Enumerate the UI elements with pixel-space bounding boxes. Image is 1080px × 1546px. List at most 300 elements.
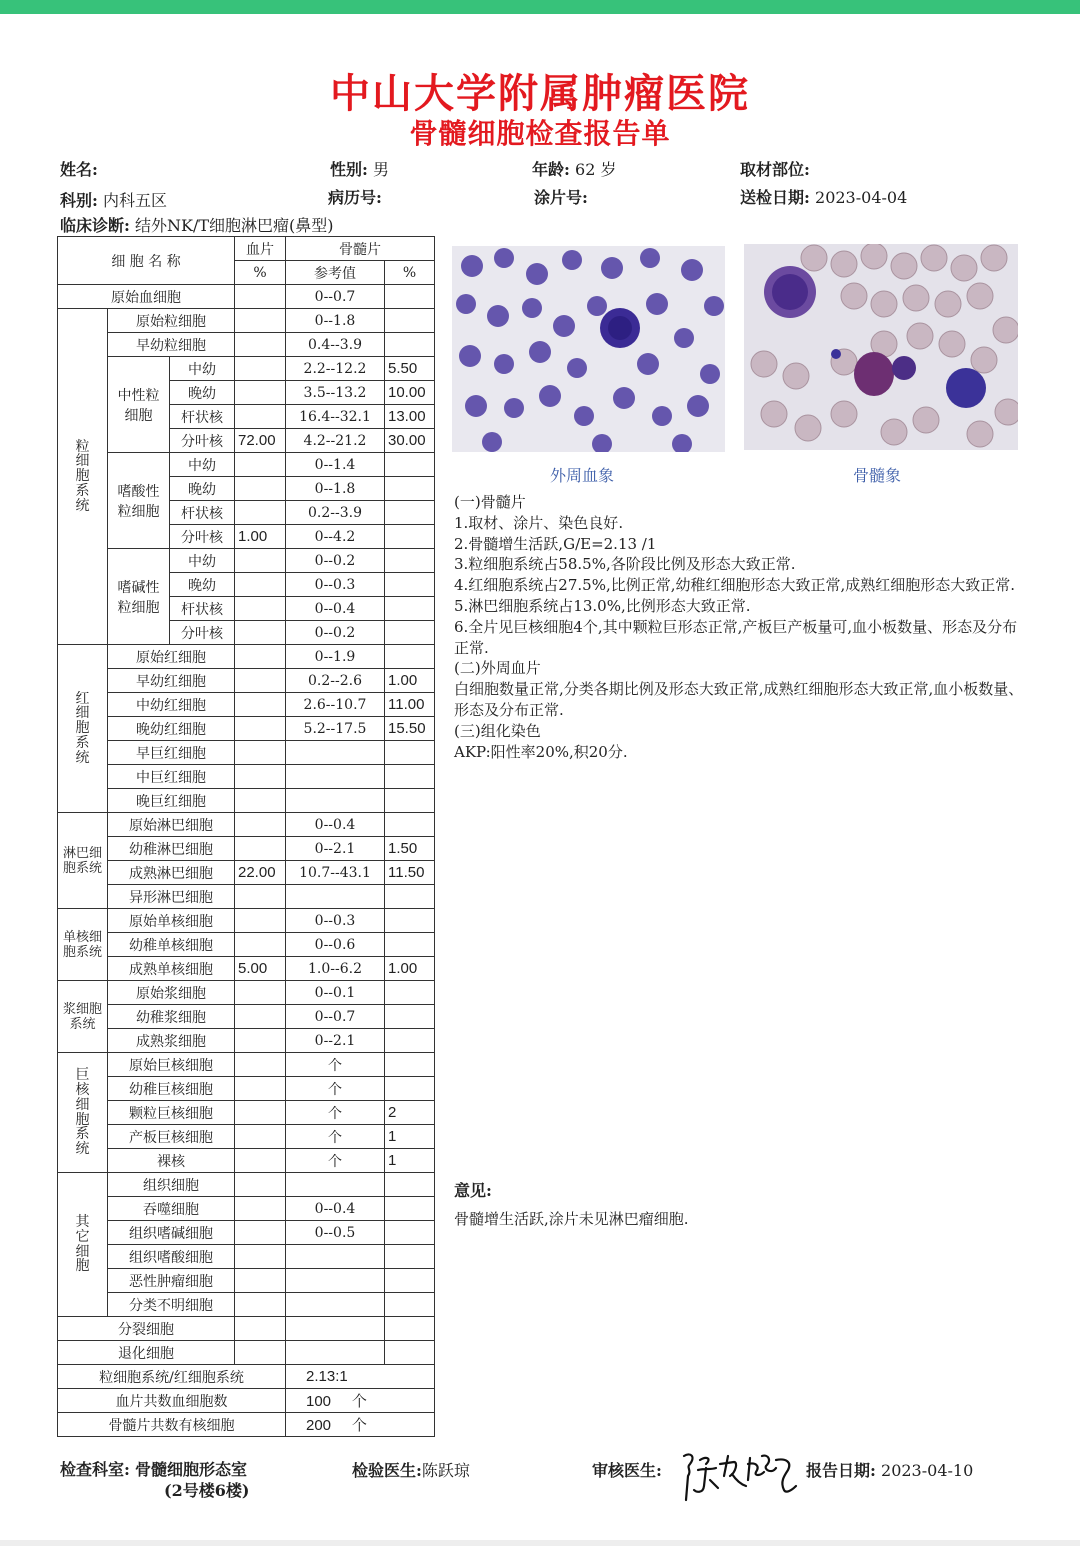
cell-name: 晚幼: [170, 477, 235, 501]
age-label: 年龄:: [532, 160, 570, 179]
ref-value: [286, 885, 385, 909]
top-green-bar: [0, 0, 1080, 14]
subgroup-neutrophil: 中性粒细胞: [108, 357, 170, 453]
ref-value: 0--0.4: [286, 597, 385, 621]
ref-value: 3.5--13.2: [286, 381, 385, 405]
cell-name: 成熟淋巴细胞: [108, 861, 235, 885]
cell-name: 异形淋巴细胞: [108, 885, 235, 909]
marrow-value: 13.00: [385, 405, 435, 429]
blood-value: 72.00: [235, 429, 286, 453]
header-blood: 血片: [235, 237, 286, 261]
cell-name: 组织细胞: [108, 1173, 235, 1197]
footer-report-date: [806, 1458, 973, 1481]
blood-value: [235, 1125, 286, 1149]
cell-name: 早幼粒细胞: [108, 333, 235, 357]
ref-value: [286, 765, 385, 789]
marrow-value: 11.00: [385, 693, 435, 717]
ref-value: [286, 1245, 385, 1269]
marrow-value: [385, 309, 435, 333]
table-row: [58, 357, 435, 381]
cell-name: 杆状核: [170, 501, 235, 525]
blood-value: [235, 1293, 286, 1317]
group-mega: [58, 1053, 108, 1173]
peripheral-blood-image: [452, 246, 725, 452]
table-row: [58, 1317, 435, 1341]
blood-value: [235, 669, 286, 693]
ref-value: 16.4--32.1: [286, 405, 385, 429]
marrow-value: [385, 1341, 435, 1365]
ref-value: 0--0.7: [286, 1005, 385, 1029]
marrow-value: 30.00: [385, 429, 435, 453]
table-row: [58, 1149, 435, 1173]
marrow-value: [385, 477, 435, 501]
ref-value: 个: [286, 1053, 385, 1077]
blood-value: [235, 885, 286, 909]
blood-value: [235, 909, 286, 933]
cell-name: 幼稚淋巴细胞: [108, 837, 235, 861]
summary-name: 骨髓片共数有核细胞: [58, 1413, 286, 1437]
table-row: [58, 1005, 435, 1029]
marrow-value: [385, 1173, 435, 1197]
send-date-value: 2023-04-04: [815, 188, 908, 207]
blood-value: [235, 405, 286, 429]
table-row: [58, 1269, 435, 1293]
report-date-value: 2023-04-10: [881, 1461, 974, 1480]
marrow-value: [385, 789, 435, 813]
marrow-value: [385, 621, 435, 645]
ref-value: 0--0.6: [286, 933, 385, 957]
unit: 个: [351, 1392, 367, 1410]
cell-name: 分叶核: [170, 429, 235, 453]
cell-name: 分叶核: [170, 525, 235, 549]
cell-name: 裸核: [108, 1149, 235, 1173]
report-line: 1.取材、涂片、染色良好.: [454, 513, 624, 532]
lab-sub: (2号楼6楼): [164, 1481, 250, 1500]
marrow-value: [385, 525, 435, 549]
table-row: [58, 1197, 435, 1221]
reviewer-signature: [676, 1446, 800, 1506]
marrow-value: 1: [385, 1149, 435, 1173]
table-row: [58, 933, 435, 957]
ref-value: 0--0.4: [286, 813, 385, 837]
blood-value: [235, 933, 286, 957]
report-line: AKP:阳性率20%,积20分.: [454, 742, 628, 761]
group-label: 红细胞系统: [75, 690, 90, 766]
dept-value: 内科五区: [103, 191, 168, 210]
ref-value: 0--0.3: [286, 909, 385, 933]
cell-name: 幼稚巨核细胞: [108, 1077, 235, 1101]
cell-name: 分类不明细胞: [108, 1293, 235, 1317]
bone-marrow-caption: 骨髓象: [853, 466, 902, 485]
group-lymph: 淋巴细胞系统: [58, 813, 108, 909]
cell-name: 产板巨核细胞: [108, 1125, 235, 1149]
report-text: [454, 492, 1024, 762]
summary-value: [286, 1413, 435, 1437]
clinical-diagnosis: [60, 213, 334, 236]
marrow-value: 1.00: [385, 957, 435, 981]
table-row: [58, 1053, 435, 1077]
diagnosis-label: 临床诊断:: [60, 216, 130, 235]
blood-value: [235, 333, 286, 357]
lab-label: 检查科室:: [60, 1460, 130, 1479]
cell-count-table: [57, 236, 435, 1437]
cell-name: 中幼: [170, 549, 235, 573]
cell-name: 成熟单核细胞: [108, 957, 235, 981]
patient-age: [532, 157, 616, 180]
blood-value: [235, 1005, 286, 1029]
ref-value: 0--0.5: [286, 1221, 385, 1245]
marrow-value: 1.50: [385, 837, 435, 861]
blood-value: [235, 1173, 286, 1197]
table-row: [58, 909, 435, 933]
report-line: (三)组化染色: [454, 721, 541, 740]
marrow-value: 1.00: [385, 669, 435, 693]
ref-value: 0.4--3.9: [286, 333, 385, 357]
doctor-label: 检验医生:: [352, 1461, 422, 1480]
blood-value: [235, 981, 286, 1005]
sex-value: 男: [373, 160, 390, 179]
table-row: [58, 717, 435, 741]
ref-value: 1.0--6.2: [286, 957, 385, 981]
cell-name: 分叶核: [170, 621, 235, 645]
blood-value: [235, 309, 286, 333]
unit: 个: [351, 1416, 367, 1434]
table-row: [58, 693, 435, 717]
table-row: [58, 309, 435, 333]
cell-name: 杆状核: [170, 597, 235, 621]
ref-value: 4.2--21.2: [286, 429, 385, 453]
table-row: [58, 1125, 435, 1149]
hospital-name: 中山大学附属肿瘤医院: [330, 70, 750, 117]
marrow-value: [385, 1293, 435, 1317]
summary-row: [58, 1365, 435, 1389]
blood-value: [235, 381, 286, 405]
table-row: [58, 1029, 435, 1053]
ref-value: 个: [286, 1149, 385, 1173]
cell-name: 中幼: [170, 453, 235, 477]
table-row: [58, 1293, 435, 1317]
blood-value: [235, 285, 286, 309]
marrow-value: [385, 885, 435, 909]
summary-name: 粒细胞系统/红细胞系统: [58, 1365, 286, 1389]
marrow-value: [385, 501, 435, 525]
blood-value: [235, 501, 286, 525]
marrow-value: [385, 1221, 435, 1245]
ref-value: 0--1.4: [286, 453, 385, 477]
blood-value: [235, 1149, 286, 1173]
header-ref: 参考值: [286, 261, 385, 285]
summary-row: [58, 1389, 435, 1413]
smear-label: 涂片号:: [534, 188, 588, 207]
report-line: 2.骨髓增生活跃,G/E=2.13 /1: [454, 534, 657, 553]
marrow-value: [385, 765, 435, 789]
ref-value: 0--1.9: [286, 645, 385, 669]
group-other: [58, 1173, 108, 1317]
marrow-value: [385, 981, 435, 1005]
cell-name: 幼稚单核细胞: [108, 933, 235, 957]
report-line: 4.红细胞系统占27.5%,比例正常,幼稚红细胞形态大致正常,成熟红细胞形态大致正常.: [454, 576, 1016, 595]
table-row: [58, 885, 435, 909]
bone-marrow-image: [744, 244, 1018, 450]
ref-value: 0--4.2: [286, 525, 385, 549]
sex-label: 性别:: [330, 160, 368, 179]
subgroup-basophil: 嗜碱性粒细胞: [108, 549, 170, 645]
ref-value: [286, 1269, 385, 1293]
blood-value: [235, 837, 286, 861]
marrow-value: 11.50: [385, 861, 435, 885]
ge-ratio: 2.13:1: [306, 1368, 348, 1385]
ref-value: [286, 1341, 385, 1365]
marrow-value: [385, 1053, 435, 1077]
cell-name: 原始淋巴细胞: [108, 813, 235, 837]
marrow-value: [385, 813, 435, 837]
cell-name: 幼稚浆细胞: [108, 1005, 235, 1029]
doctor-value: 陈跃琼: [421, 1461, 470, 1480]
ref-value: [286, 741, 385, 765]
cell-name: 退化细胞: [58, 1341, 235, 1365]
blood-value: [235, 1341, 286, 1365]
blood-value: 22.00: [235, 861, 286, 885]
footer-doctor: [352, 1458, 470, 1481]
ref-value: [286, 1317, 385, 1341]
subgroup-eosinophil: 嗜酸性粒细胞: [108, 453, 170, 549]
cell-name: 组织嗜酸细胞: [108, 1245, 235, 1269]
table-header-row: [58, 237, 435, 261]
header-marrow: 骨髓片: [286, 237, 435, 261]
report-line: (一)骨髓片: [454, 493, 526, 511]
blood-value: [235, 717, 286, 741]
blood-value: [235, 1053, 286, 1077]
cell-name: 原始粒细胞: [108, 309, 235, 333]
ref-value: 0--2.1: [286, 1029, 385, 1053]
group-label: 巨核细胞系统: [75, 1067, 90, 1157]
table-row: [58, 957, 435, 981]
blood-value: [235, 1077, 286, 1101]
marrow-total: 200: [306, 1417, 332, 1434]
peripheral-blood-illustration: [452, 246, 725, 452]
ref-value: 0--1.8: [286, 477, 385, 501]
table-row: [58, 285, 435, 309]
table-row: [58, 1101, 435, 1125]
ref-value: 个: [286, 1125, 385, 1149]
ref-value: 0--0.2: [286, 621, 385, 645]
table-row: [58, 1221, 435, 1245]
bone-marrow-illustration: [744, 244, 1018, 450]
cell-name: 中幼红细胞: [108, 693, 235, 717]
peripheral-blood-caption: 外周血象: [550, 466, 615, 485]
bottom-bar: [0, 1540, 1080, 1546]
cell-name: 早巨红细胞: [108, 741, 235, 765]
ref-value: 5.2--17.5: [286, 717, 385, 741]
ref-value: 0.2--3.9: [286, 501, 385, 525]
report-line: 3.粒细胞系统占58.5%,各阶段比例及形态大致正常.: [454, 555, 796, 574]
marrow-value: [385, 1317, 435, 1341]
header-cell-name: 细 胞 名 称: [58, 237, 235, 285]
blood-value: [235, 1221, 286, 1245]
cell-name: 晚巨红细胞: [108, 789, 235, 813]
marrow-value: [385, 1197, 435, 1221]
cell-name: 原始浆细胞: [108, 981, 235, 1005]
group-erythroid: [58, 645, 108, 813]
summary-value: [286, 1389, 435, 1413]
table-row: [58, 453, 435, 477]
ref-value: 0--0.7: [286, 285, 385, 309]
group-plasma: 浆细胞系统: [58, 981, 108, 1053]
cell-name: 早幼红细胞: [108, 669, 235, 693]
marrow-value: [385, 1269, 435, 1293]
blood-value: [235, 549, 286, 573]
marrow-value: [385, 1029, 435, 1053]
opinion-text: 骨髓增生活跃,涂片未见淋巴瘤细胞.: [454, 1210, 689, 1228]
ref-value: 0--0.2: [286, 549, 385, 573]
cell-name: 成熟浆细胞: [108, 1029, 235, 1053]
marrow-value: [385, 1005, 435, 1029]
table-row: [58, 333, 435, 357]
marrow-value: 15.50: [385, 717, 435, 741]
blood-value: [235, 1197, 286, 1221]
sample-site: [740, 157, 810, 180]
marrow-value: [385, 933, 435, 957]
cell-name: 恶性肿瘤细胞: [108, 1269, 235, 1293]
marrow-value: 5.50: [385, 357, 435, 381]
marrow-value: [385, 741, 435, 765]
group-mono: 单核细胞系统: [58, 909, 108, 981]
age-value: 62 岁: [575, 160, 617, 179]
cell-name: 原始红细胞: [108, 645, 235, 669]
cell-name: 吞噬细胞: [108, 1197, 235, 1221]
site-label: 取材部位:: [740, 160, 810, 179]
marrow-value: [385, 645, 435, 669]
blood-value: [235, 573, 286, 597]
ref-value: [286, 1173, 385, 1197]
report-date-label: 报告日期:: [806, 1461, 876, 1480]
table-row: [58, 765, 435, 789]
record-number: [328, 185, 382, 208]
cell-name: 组织嗜碱细胞: [108, 1221, 235, 1245]
marrow-value: [385, 597, 435, 621]
ref-value: 0--1.8: [286, 309, 385, 333]
blood-value: [235, 1317, 286, 1341]
table-row: [58, 813, 435, 837]
marrow-value: 2: [385, 1101, 435, 1125]
marrow-value: 1: [385, 1125, 435, 1149]
smear-number: [534, 185, 588, 208]
summary-row: [58, 1413, 435, 1437]
cell-name: 晚幼红细胞: [108, 717, 235, 741]
blood-value: 1.00: [235, 525, 286, 549]
marrow-value: [385, 573, 435, 597]
report-line: 6.全片见巨核细胞4个,其中颗粒巨形态正常,产板巨产板量可,血小板数量、形态及分布正常.: [454, 617, 1018, 657]
table-row: [58, 669, 435, 693]
table-row: [58, 861, 435, 885]
blood-value: [235, 453, 286, 477]
summary-value: [286, 1365, 435, 1389]
reviewer-label: 审核医生:: [592, 1461, 662, 1480]
footer-lab-sub: [164, 1478, 249, 1501]
ref-value: 2.6--10.7: [286, 693, 385, 717]
marrow-value: [385, 909, 435, 933]
blood-value: [235, 645, 286, 669]
send-date-label: 送检日期:: [740, 188, 810, 207]
table-row: [58, 1077, 435, 1101]
cell-name: 中幼: [170, 357, 235, 381]
blood-value: [235, 813, 286, 837]
table-row: [58, 1173, 435, 1197]
table-row: [58, 1341, 435, 1365]
opinion-label: 意见:: [454, 1181, 492, 1200]
header-blood-pct: %: [235, 261, 286, 285]
cell-name: 杆状核: [170, 405, 235, 429]
name-label: 姓名:: [60, 160, 98, 179]
footer-reviewer: [592, 1458, 662, 1481]
blood-total: 100: [306, 1393, 332, 1410]
ref-value: 个: [286, 1101, 385, 1125]
marrow-value: [385, 1245, 435, 1269]
blood-value: [235, 357, 286, 381]
blood-value: [235, 1029, 286, 1053]
blood-value: [235, 693, 286, 717]
header-marrow-pct: %: [385, 261, 435, 285]
group-label: 粒细胞系统: [75, 438, 90, 514]
report-title: 骨髓细胞检查报告单: [409, 117, 671, 150]
table-row: [58, 837, 435, 861]
diagnosis-value: 结外NK/T细胞淋巴瘤(鼻型): [135, 216, 334, 235]
group-granulocyte: [58, 309, 108, 645]
ref-value: 个: [286, 1077, 385, 1101]
cell-name: 原始巨核细胞: [108, 1053, 235, 1077]
cell-name: 颗粒巨核细胞: [108, 1101, 235, 1125]
cell-name: 原始单核细胞: [108, 909, 235, 933]
marrow-value: [385, 1077, 435, 1101]
blood-value: [235, 597, 286, 621]
cell-name: 晚幼: [170, 573, 235, 597]
blood-value: [235, 741, 286, 765]
group-label: 其它细胞: [75, 1214, 90, 1275]
ref-value: 0--2.1: [286, 837, 385, 861]
report-line: 5.淋巴细胞系统占13.0%,比例形态大致正常.: [454, 596, 751, 615]
blood-value: [235, 765, 286, 789]
ref-value: 0.2--2.6: [286, 669, 385, 693]
summary-name: 血片共数血细胞数: [58, 1389, 286, 1413]
ref-value: 0--0.1: [286, 981, 385, 1005]
ref-value: [286, 1293, 385, 1317]
table-row: [58, 741, 435, 765]
ref-value: 2.2--12.2: [286, 357, 385, 381]
report-line: 白细胞数量正常,分类各期比例及形态大致正常,成熟红细胞形态大致正常,血小板数量、形态及分布正常.: [454, 680, 1024, 719]
footer-lab: [60, 1457, 247, 1480]
dept-label: 科别:: [60, 191, 98, 210]
cell-name: 分裂细胞: [58, 1317, 235, 1341]
patient-name: [60, 157, 98, 180]
table-row: [58, 1245, 435, 1269]
cell-name: 中巨红细胞: [108, 765, 235, 789]
marrow-value: [385, 333, 435, 357]
marrow-value: 10.00: [385, 381, 435, 405]
table-row: [58, 789, 435, 813]
marrow-value: [385, 285, 435, 309]
cell-name: 晚幼: [170, 381, 235, 405]
table-row: [58, 549, 435, 573]
blood-value: [235, 789, 286, 813]
ref-value: [286, 789, 385, 813]
blood-value: [235, 1101, 286, 1125]
ref-value: 0--0.4: [286, 1197, 385, 1221]
blood-value: [235, 477, 286, 501]
record-label: 病历号:: [328, 188, 382, 207]
blood-value: [235, 1245, 286, 1269]
department: [60, 188, 167, 211]
send-date: [740, 185, 907, 208]
